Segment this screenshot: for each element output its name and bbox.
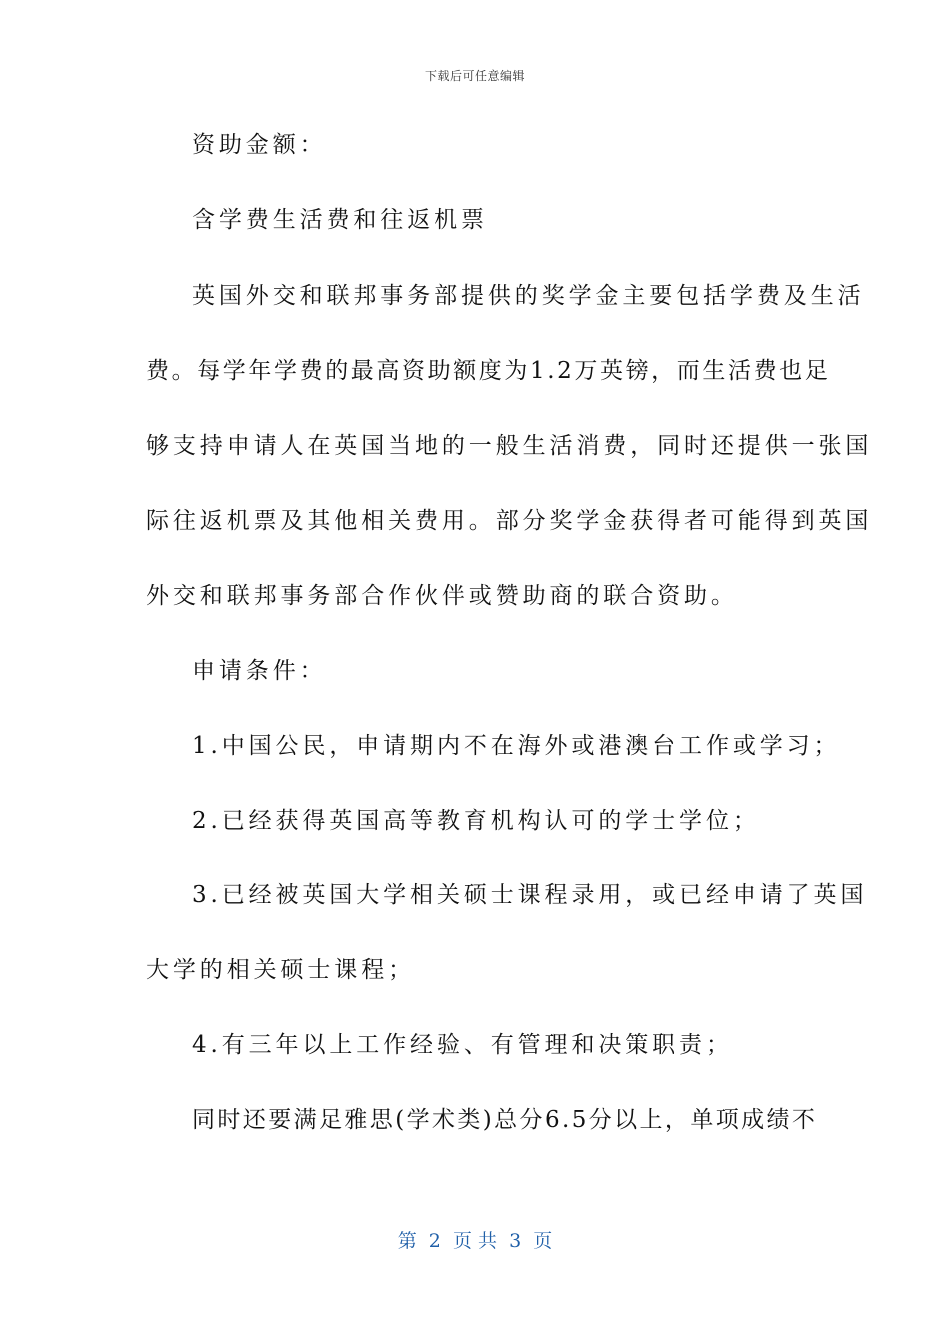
section-heading: 申请条件： bbox=[192, 658, 327, 684]
paragraph-line: 英国外交和联邦事务部提供的奖学金主要包括学费及生活 bbox=[192, 283, 865, 309]
paragraph-line: 同时还要满足雅思(学术类)总分6.5分以上，单项成绩不 bbox=[192, 1107, 818, 1133]
page-number-footer: 第 2 页 共 3 页 bbox=[397, 1230, 553, 1252]
list-item: 1.中国公民，申请期内不在海外或港澳台工作或学习； bbox=[192, 733, 841, 759]
paragraph-line: 外交和联邦事务部合作伙伴或赞助商的联合资助。 bbox=[146, 583, 738, 609]
list-item: 3.已经被英国大学相关硕士课程录用，或已经申请了英国 bbox=[192, 882, 868, 908]
paragraph-line: 费。每学年学费的最高资助额度为1.2万英镑，而生活费也足 bbox=[146, 358, 831, 384]
paragraph-line: 够支持申请人在英国当地的一般生活消费，同时还提供一张国 bbox=[146, 433, 873, 459]
paragraph-line: 际往返机票及其他相关费用。部分奖学金获得者可能得到英国 bbox=[146, 508, 873, 534]
list-item: 4.有三年以上工作经验、有管理和决策职责； bbox=[192, 1032, 733, 1058]
paragraph-line: 资助金额： bbox=[192, 132, 327, 158]
paragraph-line: 含学费生活费和往返机票 bbox=[192, 207, 488, 233]
page-header: 下载后可任意编辑 bbox=[424, 69, 525, 83]
list-item: 2.已经获得英国高等教育机构认可的学士学位； bbox=[192, 808, 760, 834]
list-item-continuation: 大学的相关硕士课程； bbox=[146, 957, 415, 983]
